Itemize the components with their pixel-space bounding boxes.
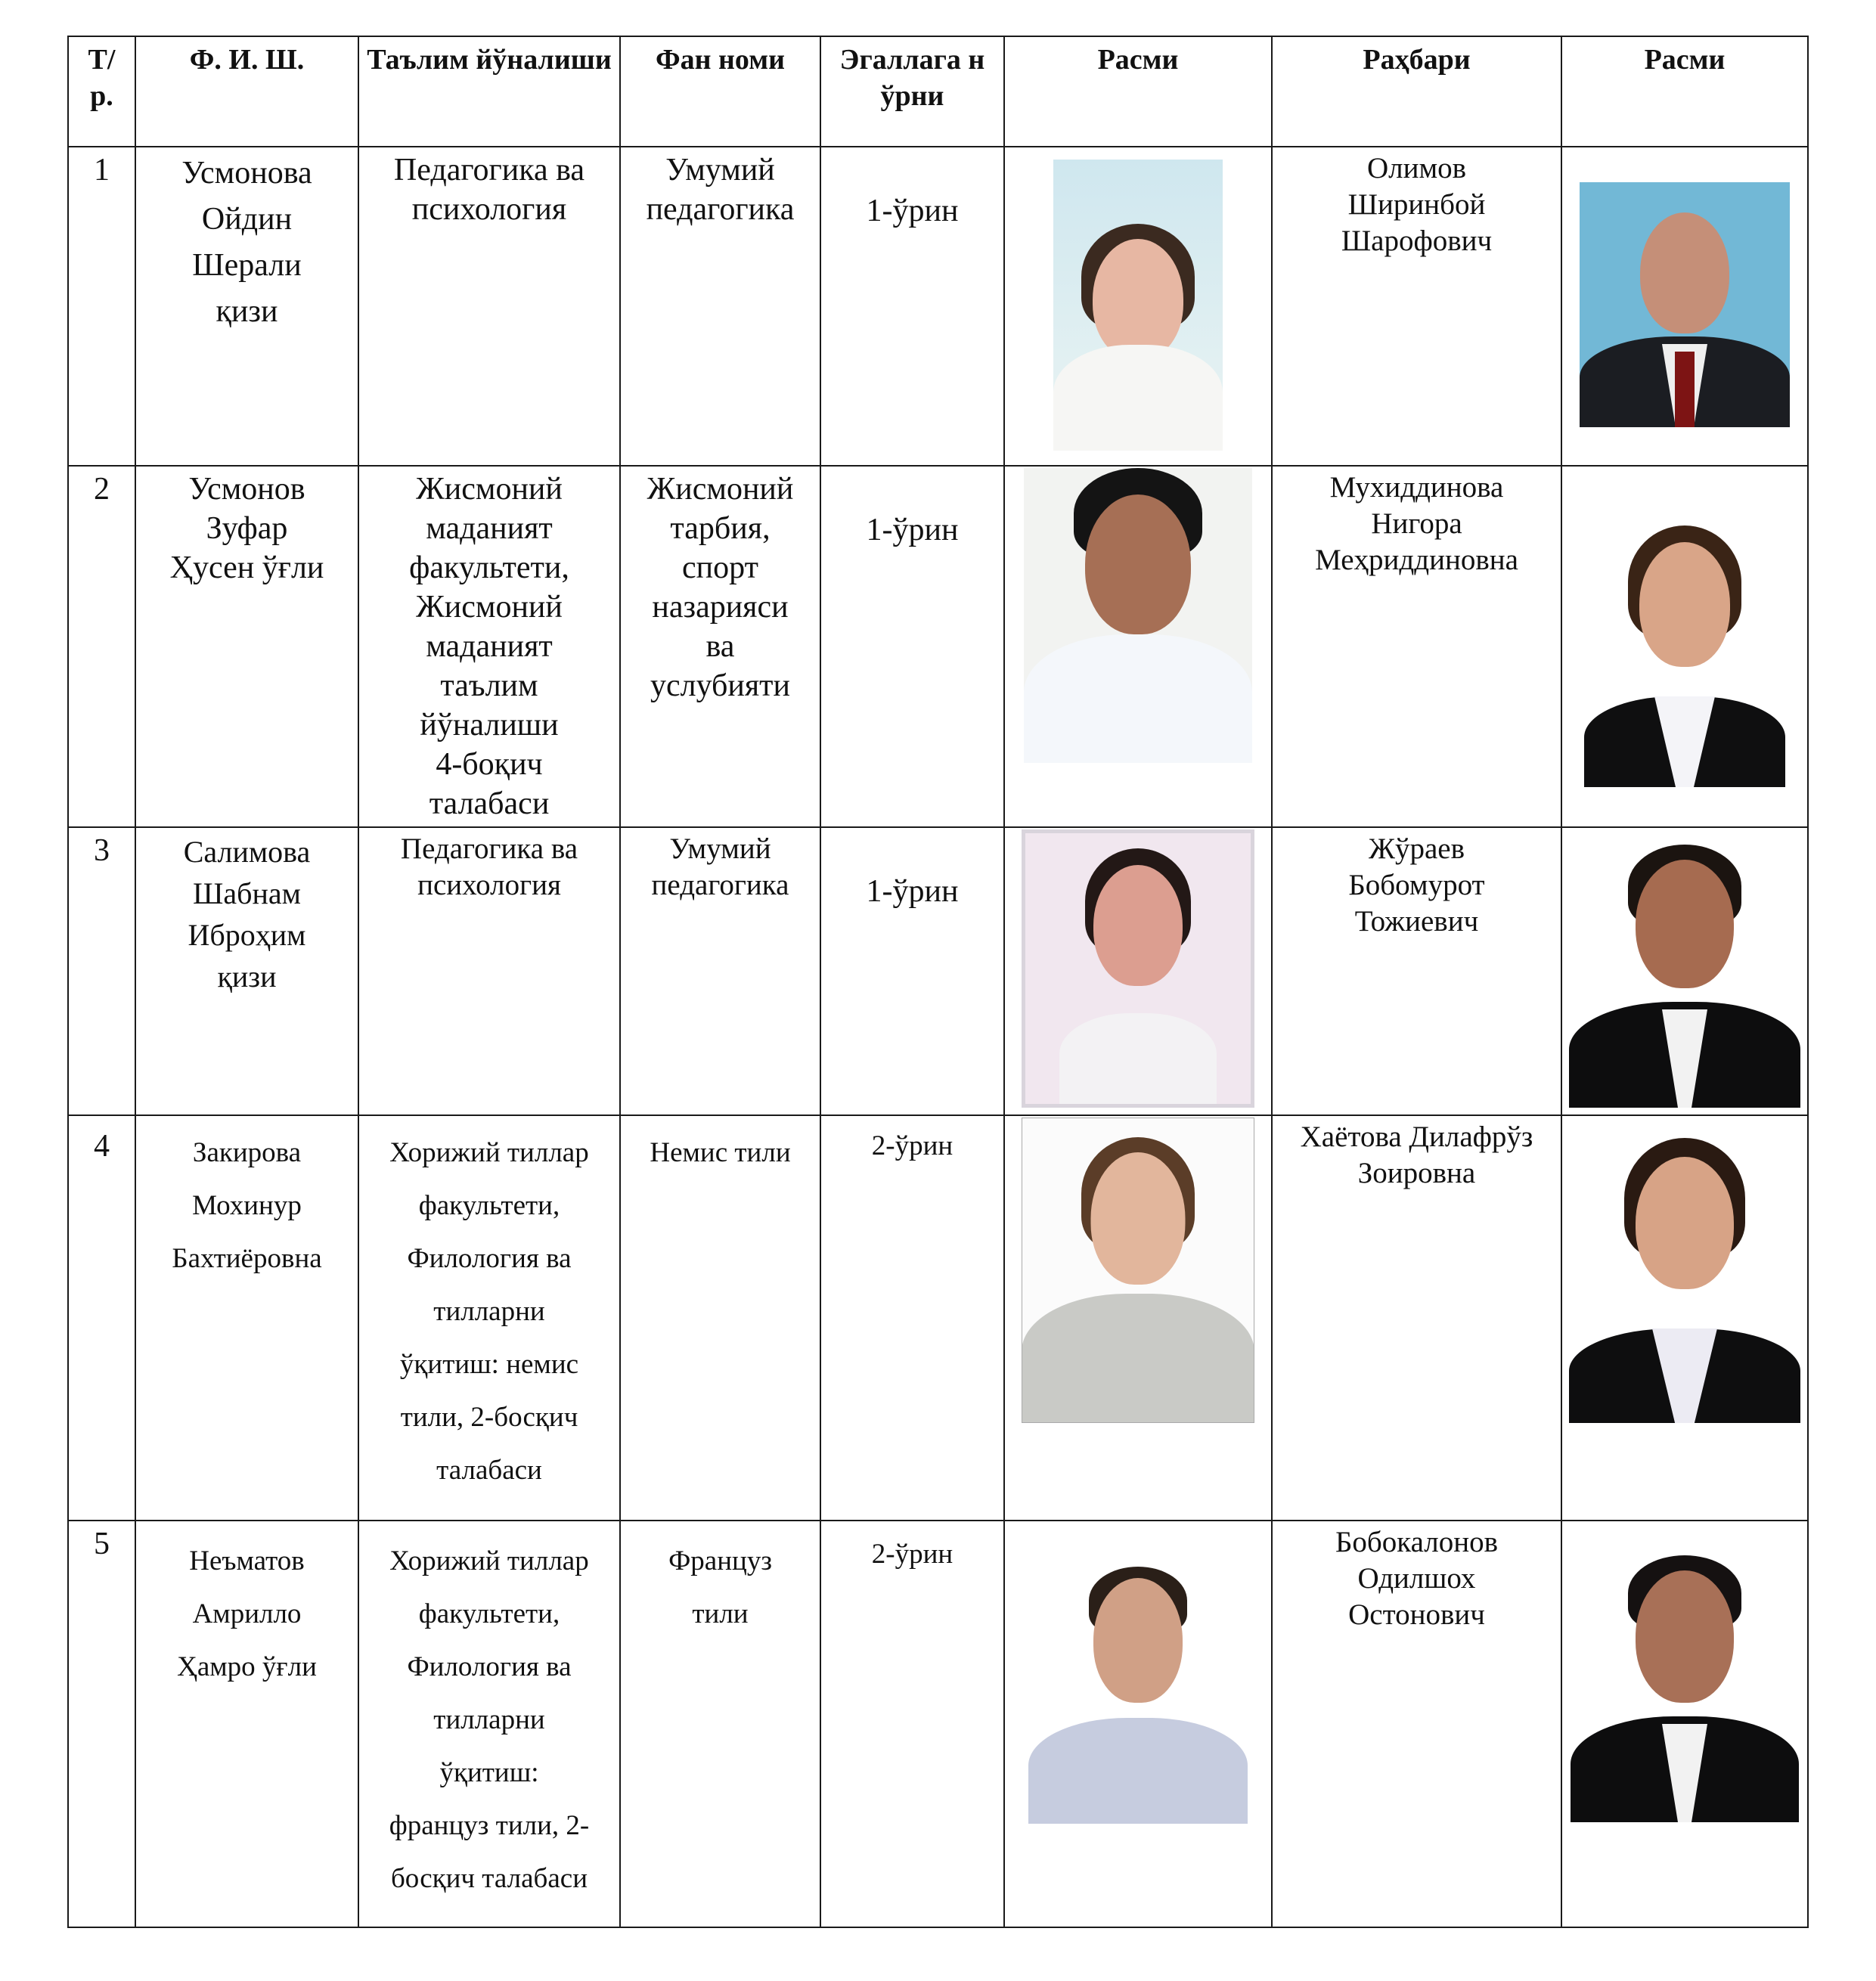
row-number: 1 xyxy=(68,147,135,466)
supervisor-photo xyxy=(1571,1544,1799,1822)
student-photo xyxy=(1028,1559,1248,1824)
header-student-photo: Расми xyxy=(1004,36,1272,147)
student-photo-cell xyxy=(1004,1115,1272,1521)
table-row xyxy=(68,466,1808,827)
supervisor-name: Мухиддинова Нигора Меҳриддиновна xyxy=(1272,466,1561,827)
supervisor-photo-cell xyxy=(1561,147,1808,466)
student-photo-cell xyxy=(1004,466,1272,827)
student-name: Закирова Мохинур Бахтиёровна xyxy=(135,1115,358,1521)
table-row xyxy=(68,1115,1808,1521)
row-number: 4 xyxy=(68,1115,135,1521)
supervisor-photo xyxy=(1569,1127,1800,1423)
header-supervisor: Раҳбари xyxy=(1272,36,1561,147)
header-row xyxy=(68,36,1808,147)
row-number: 3 xyxy=(68,827,135,1115)
table-row xyxy=(68,1521,1808,1927)
supervisor-name: Олимов Ширинбой Шарофович xyxy=(1272,147,1561,466)
header-subject: Фан номи xyxy=(620,36,820,147)
supervisor-photo xyxy=(1569,829,1800,1108)
place-awarded: 2-ўрин xyxy=(820,1115,1004,1521)
header-number: Т/ р. xyxy=(68,36,135,147)
header-education-direction: Таълим йўналиши xyxy=(358,36,620,147)
place-awarded: 1-ўрин xyxy=(820,466,1004,827)
place-awarded: 1-ўрин xyxy=(820,147,1004,466)
education-direction: Педагогика ва психология xyxy=(358,147,620,466)
row-number: 5 xyxy=(68,1521,135,1927)
header-full-name: Ф. И. Ш. xyxy=(135,36,358,147)
supervisor-photo-cell xyxy=(1561,1115,1808,1521)
supervisor-name: Бобокалонов Одилшох Остонович xyxy=(1272,1521,1561,1927)
student-photo xyxy=(1022,829,1254,1108)
subject-name: Умумий педагогика xyxy=(620,827,820,1115)
place-awarded: 2-ўрин xyxy=(820,1521,1004,1927)
student-name: Неъматов Амрилло Ҳамро ўғли xyxy=(135,1521,358,1927)
supervisor-photo xyxy=(1580,182,1790,427)
subject-name: Француз тили xyxy=(620,1521,820,1927)
header-supervisor-photo: Расми xyxy=(1561,36,1808,147)
supervisor-name: Жўраев Бобомурот Тожиевич xyxy=(1272,827,1561,1115)
student-photo-cell xyxy=(1004,1521,1272,1927)
results-table xyxy=(67,36,1809,1928)
student-photo xyxy=(1022,1118,1254,1423)
education-direction: Педагогика ва психология xyxy=(358,827,620,1115)
student-name: Усмонов Зуфар Ҳусен ўғли xyxy=(135,466,358,827)
place-awarded: 1-ўрин xyxy=(820,827,1004,1115)
education-direction: Хорижий тиллар факультети, Филология ва тилларни ўқитиш: немис тили, 2-босқич талабаси xyxy=(358,1115,620,1521)
subject-name: Жисмоний тарбия, спорт назарияси ва услубияти xyxy=(620,466,820,827)
supervisor-photo-cell xyxy=(1561,1521,1808,1927)
subject-name: Умумий педагогика xyxy=(620,147,820,466)
table-row xyxy=(68,147,1808,466)
student-photo-cell xyxy=(1004,147,1272,466)
student-name: Усмонова Ойдин Шерали қизи xyxy=(135,147,358,466)
row-number: 2 xyxy=(68,466,135,827)
table-row xyxy=(68,827,1808,1115)
supervisor-photo-cell xyxy=(1561,827,1808,1115)
education-direction: Хорижий тиллар факультети, Филология ва тилларни ўқитиш: француз тили, 2- босқич талабаси xyxy=(358,1521,620,1927)
education-direction: Жисмоний маданият факультети, Жисмоний маданият таълим йўналиши 4-боқич талабаси xyxy=(358,466,620,827)
student-photo-cell xyxy=(1004,827,1272,1115)
student-name: Салимова Шабнам Иброҳим қизи xyxy=(135,827,358,1115)
student-photo xyxy=(1053,160,1223,451)
supervisor-photo xyxy=(1584,512,1785,787)
supervisor-photo-cell xyxy=(1561,466,1808,827)
student-photo xyxy=(1024,468,1252,763)
header-place: Эгаллага н ўрни xyxy=(820,36,1004,147)
subject-name: Немис тили xyxy=(620,1115,820,1521)
supervisor-name: Хаётова Дилафрўз Зоировна xyxy=(1272,1115,1561,1521)
